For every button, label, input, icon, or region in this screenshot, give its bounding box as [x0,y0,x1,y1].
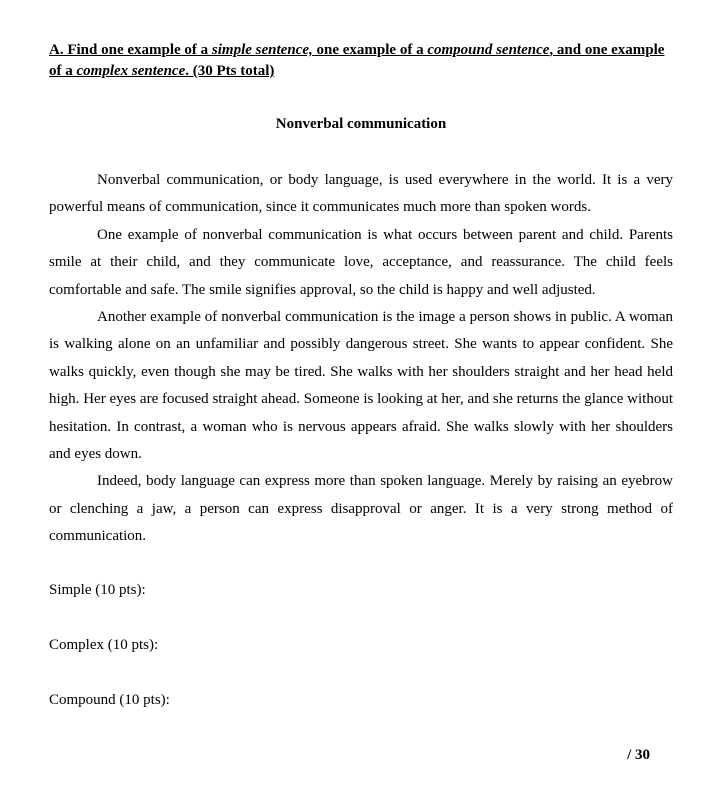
instructions-text-4: . (30 Pts total) [185,63,275,79]
reading-passage [49,167,673,551]
passage-paragraph: One example of nonverbal communication is what occurs between parent and child. Parents smile at their child, and they communicate love, acceptance, and reassurance. The child feels comfortable and safe. The smile signifies approval, so the child is happy and well adjusted. [49,226,673,298]
instructions-emphasis-simple: simple sentence, [211,42,313,58]
instructions-emphasis-compound: compound sentence [427,42,550,58]
complex-answer-label: Complex (10 pts): [49,636,159,653]
instructions-text-1: A. Find one example of a [49,42,212,58]
score-total: / 30 [627,747,650,763]
simple-answer-label: Simple (10 pts): [49,581,146,598]
worksheet-page [49,40,673,745]
passage-paragraph: Another example of nonverbal communication is the image a person shows in public. A woman is walking alone on an unfamiliar and possibly dangerous street. She wants to appear confident. She walks quickly, even though she may be tired. She walks with her shoulders straight and her head held high. Her eyes are focused straight ahead. Someone is looking at her, and she returns the glance without hesitation. In contrast, a woman who is nervous appears afraid. She walks slowly with her shoulders and eyes down. [49,309,673,463]
instructions-text-3: , and one example of a [49,42,665,79]
compound-answer-label: Compound (10 pts): [49,691,170,708]
instructions-text-2: one example of a [312,42,428,58]
passage-title: Nonverbal communication [275,116,447,132]
passage-paragraph: Indeed, body language can express more than spoken language. Merely by raising an eyebrow or clenching a jaw, a person can express disapproval or anger. It is a very strong method of communication. [49,473,673,545]
instructions-emphasis-complex: complex sentence [76,63,186,79]
passage-paragraph: Nonverbal communication, or body language, is used everywhere in the world. It is a very powerful means of communication, since it communicates much more than spoken words. [49,172,673,216]
instructions-heading [49,40,673,82]
answer-section [49,580,673,710]
